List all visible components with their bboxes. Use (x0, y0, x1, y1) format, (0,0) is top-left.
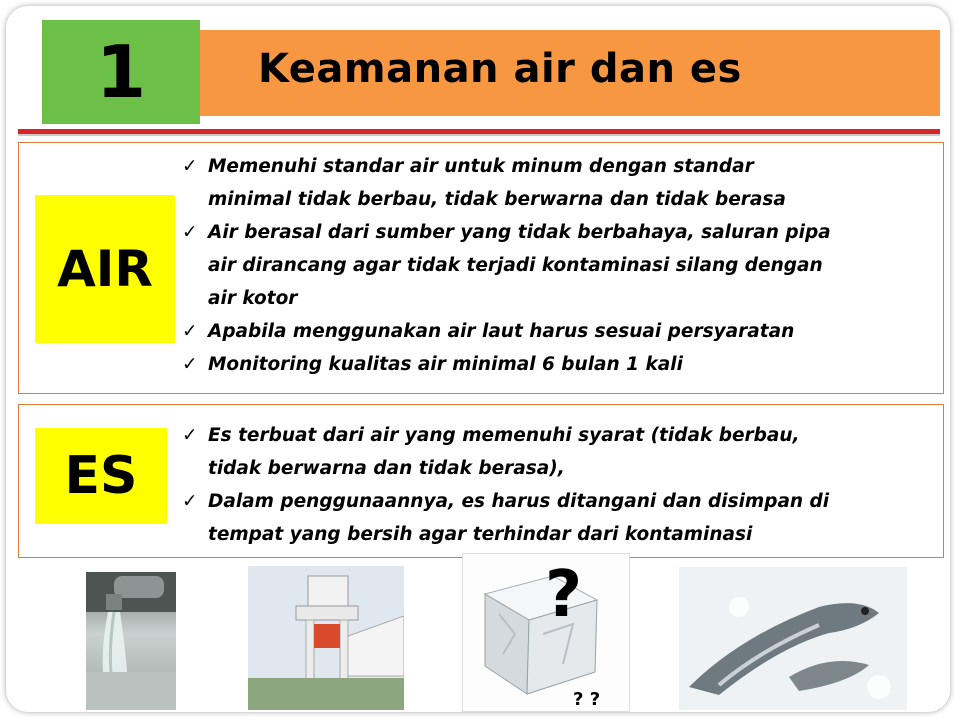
item-text: Es terbuat dari air yang memenuhi syarat (tidak berbau, (208, 425, 800, 446)
list-item (182, 315, 937, 348)
check-icon: ✓ (182, 156, 198, 177)
item-text: minimal (208, 189, 298, 210)
photo-water-tower (248, 566, 404, 710)
photo-water-tap (86, 572, 176, 710)
es-tag: ES (35, 428, 167, 524)
check-icon: ✓ (182, 491, 198, 512)
item-text: Air berasal dari sumber yang tidak berbahaya, saluran pipa (208, 222, 831, 243)
item-text: air kotor (208, 288, 298, 309)
photo-fish-on-ice (679, 567, 907, 710)
check-icon: ✓ (182, 222, 198, 243)
list-item (182, 419, 937, 485)
check-icon: ✓ (182, 321, 198, 342)
photo-ice-cube (462, 553, 630, 712)
slide-title: Keamanan air dan es (258, 46, 742, 92)
check-icon: ✓ (182, 354, 198, 375)
item-text: Monitoring kualitas air minimal 6 bulan 1 kali (208, 354, 683, 375)
air-tag: AIR (35, 195, 175, 343)
item-text: tempat yang bersih agar terhindar dari kontaminasi (208, 524, 753, 545)
list-item (182, 485, 937, 551)
item-text: Memenuhi standar air untuk minum dengan standar (208, 156, 754, 177)
question-mark: ? (545, 558, 583, 632)
section-number: 1 (95, 30, 147, 114)
title-rule-gray (18, 134, 940, 136)
item-text: Dalam penggunaannya, es harus ditangani dan disimpan di (208, 491, 830, 512)
air-list (182, 150, 937, 381)
item-text-emphasis: tidak berbau, tidak berwarna dan tidak berasa (297, 189, 786, 210)
item-text: air dirancang agar tidak terjadi kontaminasi silang dengan (208, 255, 823, 276)
check-icon: ✓ (182, 425, 198, 446)
ice-caption: ? ? (573, 689, 601, 710)
water-tap-icon (86, 572, 176, 710)
item-text: tidak berwarna dan tidak berasa), (208, 458, 565, 479)
es-list (182, 419, 937, 551)
number-box (42, 20, 200, 124)
fish-on-ice-icon (679, 567, 907, 710)
list-item (182, 150, 937, 216)
list-item (182, 216, 937, 315)
item-text: Apabila menggunakan air laut harus sesuai persyaratan (208, 321, 795, 342)
list-item (182, 348, 937, 381)
ice-cube-icon (463, 554, 629, 711)
water-tower-icon (248, 566, 404, 710)
